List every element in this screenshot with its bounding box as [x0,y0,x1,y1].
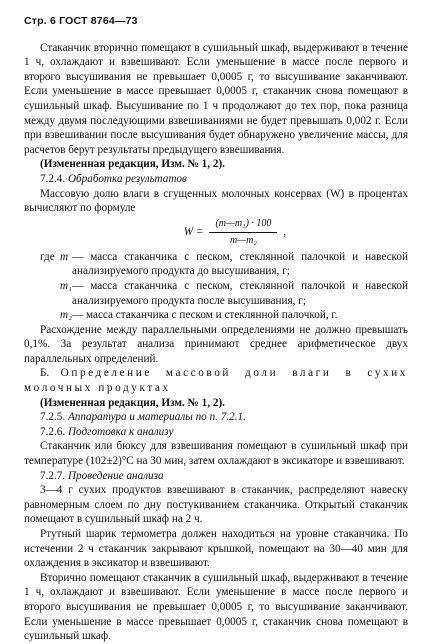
edit-note: (Измененная редакция, Изм. № 1, 2). [40,396,225,409]
formula-denominator: m—m₂ [230,235,257,247]
legend-text: — масса стаканчика с песком и стеклянной палочкой, г. [72,309,338,322]
paragraph-formula-intro: Массовую долю влаги в сгущенных молочных консервах (W) в процентах вычисляют по формуле [24,187,408,215]
formula-fraction [209,217,277,249]
paragraph-weighing: 3—4 г сухих продуктов взвешивают в стаканчик, распределяют навеску равномерным слоем по дну постукиванием стаканчика. Открытый стаканчик помещают в сушильный шкаф на 2 ч. [24,484,408,526]
section-letter: Б. [40,367,50,380]
formula-legend [24,250,408,323]
legend-row [24,308,408,323]
section-number: 7.2.4. [40,172,66,185]
legend-symbol: m₁ [60,279,72,292]
section-heading-7-2-5 [24,410,408,425]
legend-row [24,250,408,279]
section-title: Обработка результатов [67,172,187,185]
section-title: Аппаратура и материалы по п. 7.2.1. [67,411,246,424]
section-heading-7-2-4 [24,172,408,187]
section-title: Подготовка к анализу [67,425,174,438]
legend-symbol: m [60,250,69,263]
legend-text: — масса стаканчика с песком, стеклянной палочкой и навеской анализируемого продукта до высушивания, г; [72,250,408,278]
section-number: 7.2.5. [40,411,66,424]
formula-numerator: (m—m₁) · 100 [209,217,277,234]
section-heading-7-2-7 [24,469,408,484]
section-title: Проведение анализа [67,469,164,482]
page-header: Стр. 6 ГОСТ 8764—73 [24,15,138,27]
legend-row [24,279,408,308]
paragraph-drying-repeat: Стаканчик вторично помещают в сушильный шкаф, выдерживают в течение 1 ч, охлаждают и взвешивают. Если уменьшение в массе после первого и второго высушивания не превышает 0,0005 г, то высушивание заканчивают. Если уменьшение в массе превышает 0,0005 г, стаканчик снова помещают в сушильный шкаф. Высушивание по 1 ч продолжают до тех пор, пока разница между двумя последующими взвешиваниями не будет превышать 0,002 г. Если при взвешивании после высушивания будет обнаружено увеличение массы, для расчетов берут результаты предыдущего взвешивания. [24,41,408,156]
section-title: Определение массовой доли влаги в сухих молочных продуктах [24,367,408,395]
edit-note: (Измененная редакция, Изм. № 1, 2). [40,158,225,171]
formula-tail: , [283,226,287,239]
paragraph-preparation: Стаканчик или бюксу для взвешивания помещают в сушильный шкаф при температуре (102±2)°С на 30 мин, затем охлаждают в эксикаторе и взвешивают. [24,440,408,468]
section-heading-b [24,366,408,395]
section-number: 7.2.7. [40,469,66,482]
paragraph-discrepancy: Расхождение между параллельными определениями не должно превышать 0,1%. За результат анализа принимают среднее арифметическое двух параллельных определений. [24,323,408,365]
moisture-formula [62,218,408,248]
paragraph-thermometer: Ртутный шарик термометра должен находиться на уровне стаканчика. По истечении 2 ч стаканчик закрывают крышкой, помещают на 30—40 мин для охлаждения в эксикатор и взвешивают. [24,528,408,570]
legend-text: — масса стаканчика с песком, стеклянной палочкой и навеской анализируемого продукта после высушивания, г; [72,279,408,307]
section-heading-7-2-6 [24,425,408,440]
paragraph-second-drying: Вторично помещают стаканчик в сушильный шкаф, выдерживают в течение 1 ч, охлаждают и взвешивают. Если уменьшение в массе после первого и второго высушивания не превышает 0,0005 г, то высушивание заканчивают. Если уменьшение в массе превышает 0,0005 г, стаканчик снова помещают в сушильный шкаф. [24,571,408,643]
section-number: 7.2.6. [40,425,66,438]
legend-intro: где [40,250,55,263]
legend-symbol: m₂ [60,309,72,322]
formula-lhs: W = [183,226,204,239]
